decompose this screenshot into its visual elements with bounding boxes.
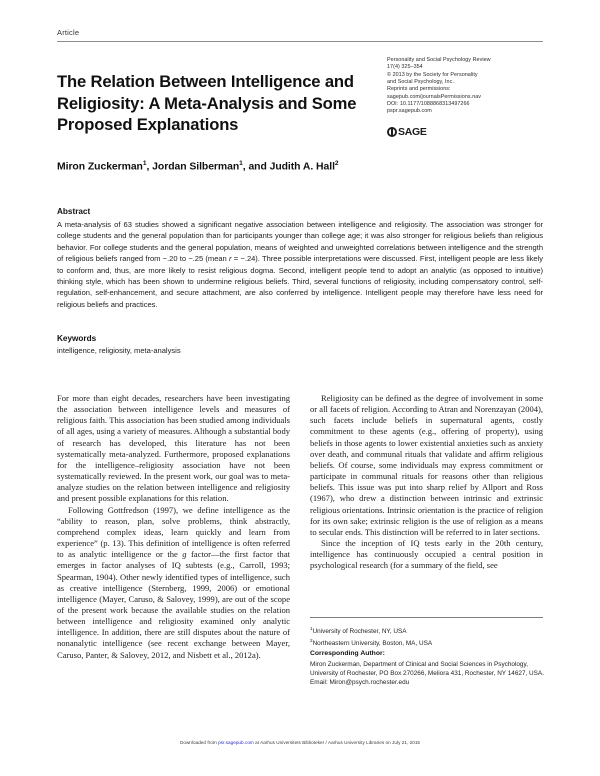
paragraph-intro-2-part-1: Following Gottfredson (1997), we define intelligence as the “ability to reason, plan, solve problems, think abstractly, comprehend complex ideas, learn quickly and learn from experience” (p. 13). This definition of intelligence is often referred to as analytic intelligence or the <box>57 504 290 560</box>
affiliation-list <box>310 624 548 648</box>
abstract-heading: Abstract <box>57 207 91 216</box>
paragraph-religiosity: Religiosity can be defined as the degree of involvement in some or all facets of religion. According to Atran and Norenzayan (2004), such facets include beliefs in supernatural agents, costly commitment to these agents (e.g., offering of property), using beliefs in those agents to lower existential anxieties such as anxiety over death, and communal rituals that validate and affirm religious beliefs. Of course, some individuals may express commitment or participate in communal rituals for reasons other than religious beliefs. This issue was put into sharp relief by Allport and Ross (1967), who drew a distinction between intrinsic and extrinsic religious orientations. Intrinsic orientation is the practice of religion for its own sake; extrinsic religion is the use of religion as a means to secular ends. This distinction will be referred to in later sections. <box>310 393 543 537</box>
journal-name: Personality and Social Psychology Review <box>387 57 491 63</box>
journal-volume-pages: 17(4) 325–354 <box>387 64 423 71</box>
author-separator-2: , and <box>242 161 270 173</box>
corresponding-author-address: Miron Zuckerman, Department of Clinical and Social Sciences in Psychology, University of Rochester, PO Box 270266, Meliora 431, Rochester, NY 14627, USA. <box>310 661 544 678</box>
permissions-url[interactable]: sagepub.com/journalsPermissions.nav <box>387 93 482 100</box>
sage-wordmark: SAGE <box>398 126 427 138</box>
journal-metadata <box>387 57 547 116</box>
footer-source-link[interactable]: psr.sagepub.com <box>218 740 254 745</box>
author-1-affiliation-marker: 1 <box>142 160 147 167</box>
author-3-name: Judith A. Hall <box>269 161 335 173</box>
paragraph-intro-2-part-2: factor—the first factor that emerges in factor analyses of IQ subtests (e.g., Carroll, 1993; Spearman, 1904). Other newly identified types of intelligence, such as creative intelligence (Sternberg, 1999, 2006) or emotional intelligence (Mayer, Caruso, & Salovey, 1999), are out of the scope of the present work because the available studies on the relation between intelligence and religiosity examined only analytic intelligence. In addition, there are still disputes about the nature of nonanalytic intelligence (see recent exchange between Mayer, Caruso, Panter, & Salovey, 2012, and Nisbett et al., 2012a). <box>57 549 290 660</box>
affiliation-2-text: Northeastern University, Boston, MA, USA <box>312 640 433 648</box>
corresponding-author-heading: Corresponding Author: <box>310 650 385 657</box>
author-list <box>57 160 527 172</box>
abstract-text-part-1: A meta-analysis of 63 studies showed a significant negative association between intelligence and religiosity. The association was stronger for college students and the general population than for participants younger than college age; it was also stronger for religious beliefs than religious behavior. For college students and the general population, means of weighted and unweighted correlations between intelligence and the strength of religious beliefs ranged from −.20 to −.25 (mean <box>57 220 543 264</box>
keywords-text: intelligence, religiosity, meta-analysis <box>57 346 181 355</box>
author-2-name: Jordan Silberman <box>152 161 240 173</box>
header-divider <box>57 41 543 42</box>
paragraph-intro-1: For more than eight decades, researchers have been investigating the association between intelligence levels and measures of religious faith. This association has been studied among individuals of all ages, using a variety of measures. Although a substantial body of research has developed, this literature has not been systematically meta-analyzed. Furthermore, proposed explanations for the intelligence–religiosity association have not been systematically reviewed. In the present work, our goal was to meta-analyze studies on the relation between intelligence and religiosity and present possible explanations for this relation. <box>57 393 290 504</box>
article-type-label: Article <box>57 28 80 37</box>
italic-g-factor: g <box>182 549 187 560</box>
abstract-text-part-2: = −.24). Three possible interpretations were discussed. First, intelligent people are less likely to conform and, thus, are more likely to resist religious dogma. Second, intelligent people tend to adopt an analytic (as opposed to intuitive) thinking style, which has been shown to undermine religious beliefs. Third, several functions of religiosity, including compensatory control, self-regulation, self-enhancement, and secure attachment, are also conferred by intelligence. Intelligent people may therefore have less need for religious beliefs and practices. <box>57 254 543 309</box>
affiliation-1 <box>310 624 548 636</box>
author-1-name: Miron Zuckerman <box>57 161 143 173</box>
page-title: The Relation Between Intelligence and Religiosity: A Meta-Analysis and Some Proposed Explanations <box>57 72 357 135</box>
abstract-text <box>57 219 543 310</box>
author-separator-1: , <box>146 161 153 173</box>
footer-prefix: Downloaded from <box>179 740 219 745</box>
paragraph-intro-2 <box>57 505 290 661</box>
corresponding-author-block <box>310 660 550 687</box>
keywords-heading: Keywords <box>57 334 97 343</box>
body-column-left <box>57 393 290 661</box>
sage-publisher-logo <box>387 126 427 138</box>
affiliation-1-text: University of Rochester, NY, USA <box>312 628 407 636</box>
download-footer <box>0 740 600 745</box>
copyright-line-1: © 2013 by the Society for Personality <box>387 71 478 78</box>
sage-circle-icon <box>387 127 397 137</box>
doi-line[interactable]: DOI: 10.1177/1088868313497266 <box>387 101 470 108</box>
journal-url[interactable]: pspr.sagepub.com <box>387 108 432 115</box>
abstract-italic-r: r <box>229 254 232 264</box>
body-column-right <box>310 393 543 572</box>
affiliation-2-marker: 2 <box>310 638 313 644</box>
author-3-affiliation-marker: 2 <box>334 160 339 167</box>
reprints-label: Reprints and permissions: <box>387 86 451 93</box>
affiliation-divider <box>310 617 543 618</box>
affiliation-2 <box>310 636 548 648</box>
author-2-affiliation-marker: 1 <box>239 160 243 167</box>
affiliation-1-marker: 1 <box>310 626 313 631</box>
copyright-line-2: and Social Psychology, Inc. <box>387 79 454 86</box>
footer-suffix: at Aarhus Universitets Biblioteker / Aarhus University Libraries on July 21, 2015 <box>253 740 421 745</box>
corresponding-author-email[interactable]: Email: Miron@psych.rochester.edu <box>310 679 410 687</box>
paragraph-iq-history: Since the inception of IQ tests early in the 20th century, intelligence has continuously occupied a central position in psychological research (for a summary of the field, see <box>310 538 543 571</box>
